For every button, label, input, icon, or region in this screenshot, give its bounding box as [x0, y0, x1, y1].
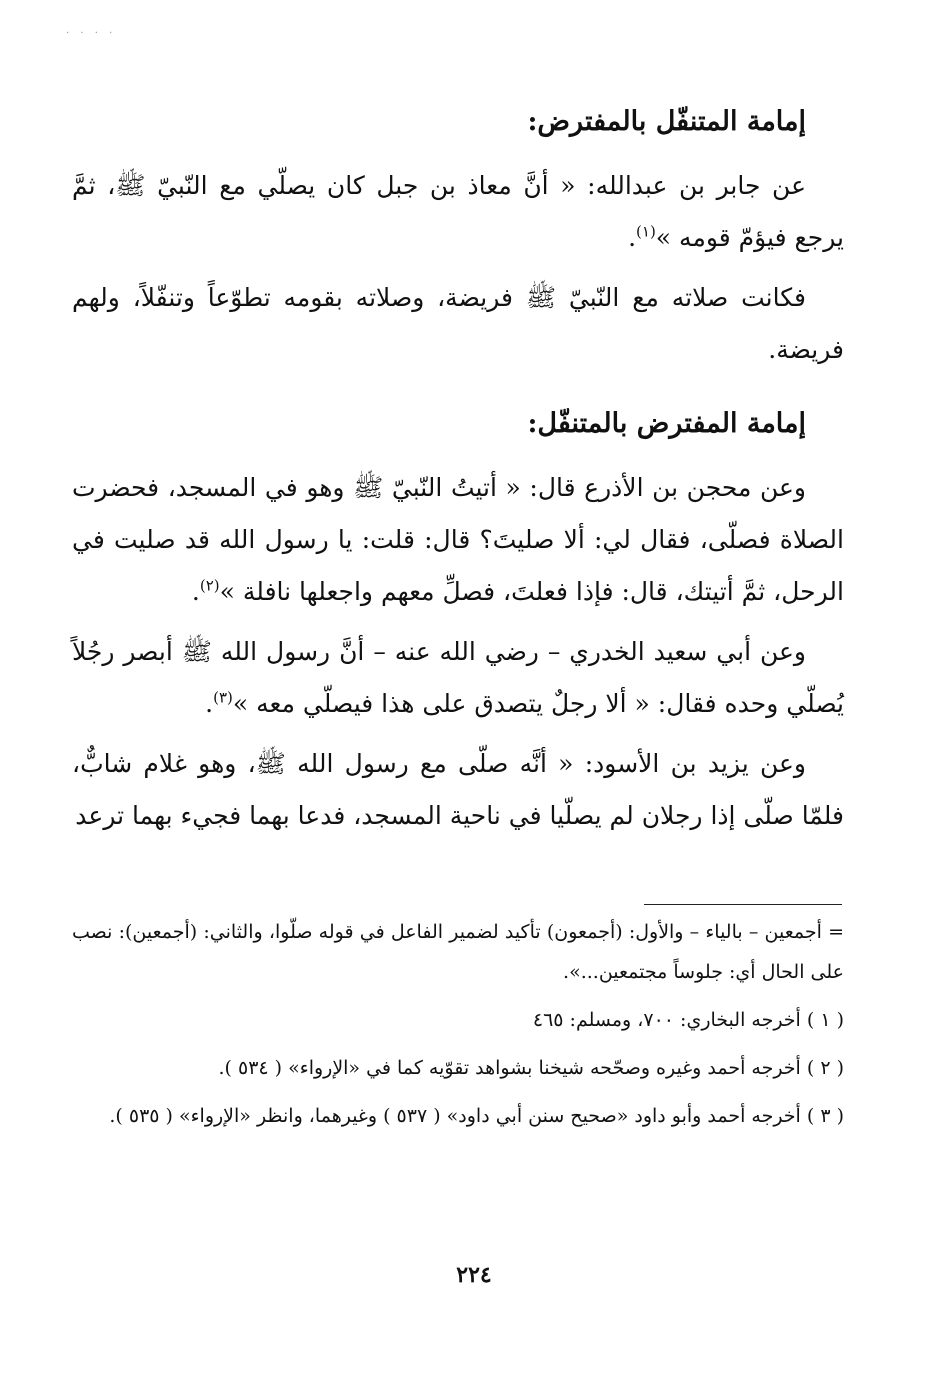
paragraph-4-end: .: [205, 689, 214, 718]
footnote-ref-1: (١): [636, 222, 656, 241]
section-heading-2: إمامة المفترض بالمتنفّل:: [527, 408, 806, 439]
paragraph-5: وعن يزيد بن الأسود: « أنَّه صلّى مع رسول الله ﷺ، وهو غلام شابٌّ، فلمّا صلّى إذا رجلان لم يصلّيا في ناحية المسجد، فدعا بهما فجيء بهما ترعد: [72, 749, 844, 830]
footnote-continuation: = أجمعين – بالياء – والأول: (أجمعون) تأكيد لضمير الفاعل في قوله صلّوا، والثاني: (أجمعين): نصب على الحال أي: جلوساً مجتمعين...».: [72, 921, 844, 983]
paragraph-1-end: .: [628, 223, 637, 252]
footnote-ref-3: (٣): [213, 688, 233, 707]
footnote-3: ( ٣ ) أخرجه أحمد وأبو داود «صحيح سنن أبي داود» ( ٥٣٧ ) وغيرهما، وانظر «الإرواء» ( ٥٣٥ ).: [109, 1105, 844, 1127]
paragraph-3: [72, 462, 844, 618]
main-text: [72, 92, 844, 850]
paragraph-1-text: عن جابر بن عبدالله: « أنَّ معاذ بن جبل كان يصلّي مع النّبيّ ﷺ، ثمَّ يرجع فيؤمّ قومه »: [72, 171, 844, 252]
page-number: ٢٢٤: [456, 1262, 492, 1288]
paragraph-4: [72, 626, 844, 730]
paragraph-4-text: وعن أبي سعيد الخدري – رضي الله عنه – أنَّ رسول الله ﷺ أبصر رجُلاً يُصلّي وحده فقال: « ألا رجلٌ يتصدق على هذا فيصلّي معه »: [72, 637, 844, 718]
footnote-2: ( ٢ ) أخرجه أحمد وغيره وصحّحه شيخنا بشواهد تقوّيه كما في «الإرواء» ( ٥٣٤ ).: [218, 1057, 844, 1079]
paragraph-3-end: .: [191, 577, 200, 606]
section-heading-1: إمامة المتنفّل بالمفترض:: [527, 106, 806, 137]
paragraph-2: فكانت صلاته مع النّبيّ ﷺ فريضة، وصلاته بقومه تطوّعاً وتنفّلاً، ولهم فريضة.: [72, 283, 844, 364]
footnote-1: ( ١ ) أخرجه البخاري: ٧٠٠، ومسلم: ٤٦٥: [532, 1009, 844, 1031]
footnote-ref-2: (٢): [199, 576, 220, 595]
scan-specks: · · · ·: [66, 28, 117, 39]
footnotes-section: [72, 912, 844, 1144]
paragraph-3-text: وعن محجن بن الأذرع قال: « أتيتُ النّبيّ ﷺ وهو في المسجد، فحضرت الصلاة فصلّى، فقال لي: ألا صليتَ؟ قال: قلت: يا رسول الله قد صليت في الرحل، ثمَّ أتيتك، قال: فإذا فعلتَ، فصلِّ معهم واجعلها نافلة »: [72, 473, 844, 606]
paragraph-1: [72, 160, 844, 264]
footnote-divider: [644, 904, 842, 905]
